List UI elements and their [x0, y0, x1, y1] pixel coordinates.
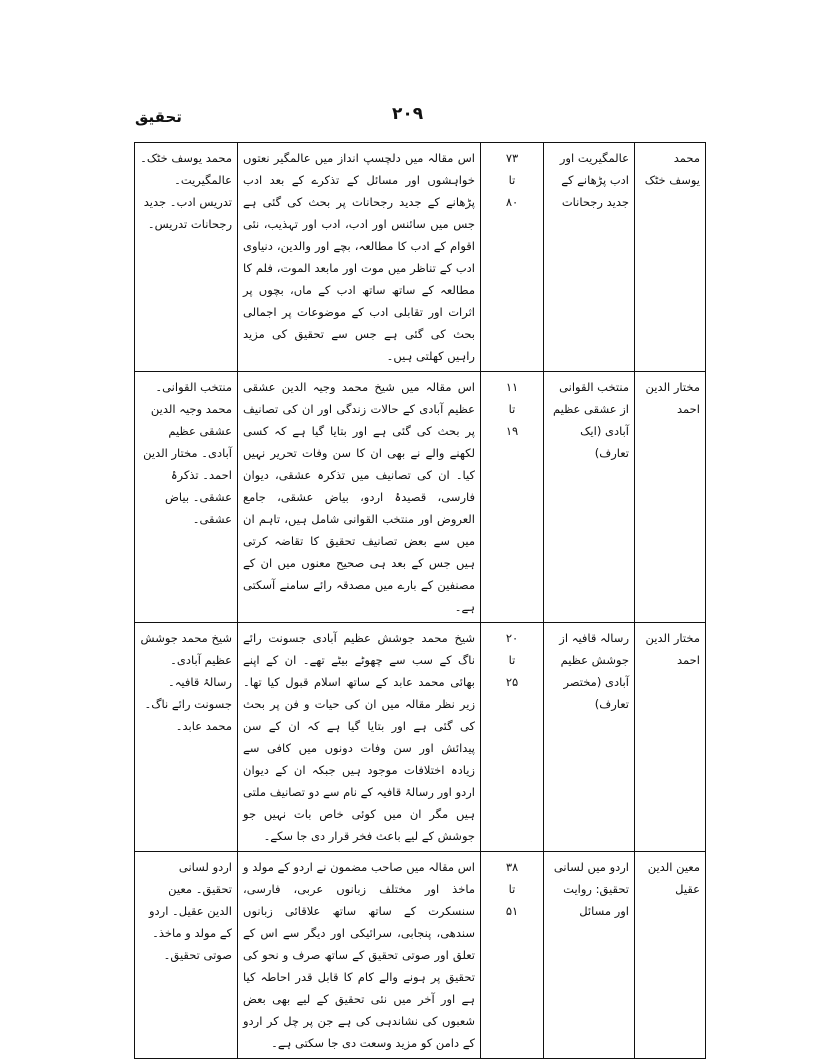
page-to-marker: تا	[508, 173, 516, 187]
page-to: ۵۱	[505, 904, 519, 918]
page-to: ۱۹	[505, 424, 519, 438]
page-from: ۳۸	[505, 860, 519, 874]
index-table	[134, 142, 706, 1059]
keywords-cell: اردو لسانی تحقیق۔ معین الدین عقیل۔ اردو کے مولد و ماخذ۔ صوتی تحقیق۔	[135, 852, 238, 1059]
page-to-marker: تا	[508, 882, 516, 896]
summary-cell: اس مقالہ میں دلچسپ انداز میں عالمگیر نعتوں خواہشوں اور مسائل کے تذکرے کے بعد ادب پڑھانے کے جدید رجحانات پر بحث کی گئی ہے جس میں سائنس اور ادب، ادب اور تہذیب، نئی اقوام کے ادب کا مطالعہ، بچے اور والدین، دنیاوی ادب کے تناظر میں موت اور مابعد الموت، فلم کا مطالعہ کے ساتھ ساتھ ادب کے ماں، بچوں پر اثرات اور تقابلی ادب کے موضوعات پر اجمالی بحث کی گئی ہے جس سے تحقیق کی مزید راہیں کھلتی ہیں۔	[238, 143, 481, 372]
article-title-cell: رسالہ قافیہ از جوشش عظیم آبادی (مختصر تعارف)	[544, 623, 635, 852]
page-range-cell	[481, 852, 544, 1059]
table-row	[135, 852, 706, 1059]
article-title-cell: عالمگیریت اور ادب پڑھانے کے جدید رجحانات	[544, 143, 635, 372]
summary-cell: اس مقالہ میں شیخ محمد وجیہ الدین عشقی عظیم آبادی کے حالات زندگی اور ان کی تصانیف پر بحث کی گئی ہے اور بتایا گیا ہے کہ کسی لکھنے والے نے بھی ان کا سن وفات تحریر نہیں کیا۔ ان کی تصانیف میں تذکرہ عشقی، دیوان فارسی، قصیدۂ اردو، بیاض عشقی، جامع العروض اور منتخب القوانی شامل ہیں، تاہم ان میں سے بعض تصانیف تحقیق کا تقاضہ کرتی ہیں جس کے بعد ہی صحیح معنوں میں ان کے مصنفین کے بارے میں مصدقہ رائے سامنے آسکتی ہے۔	[238, 372, 481, 623]
author-cell: مختار الدین احمد	[635, 623, 706, 852]
page-to-marker: تا	[508, 402, 516, 416]
table-row	[135, 372, 706, 623]
page-range-cell	[481, 372, 544, 623]
page-from: ۲۰	[505, 631, 519, 645]
table-row	[135, 143, 706, 372]
author-cell: محمد یوسف خٹک	[635, 143, 706, 372]
page-to-marker: تا	[508, 653, 516, 667]
keywords-cell: منتخب القوانی۔ محمد وجیہ الدین عشقی عظیم آبادی۔ مختار الدین احمد۔ تذکرۂ عشقی۔ بیاض عشقی۔	[135, 372, 238, 623]
summary-cell: اس مقالہ میں صاحب مضمون نے اردو کے مولد و ماخذ اور مختلف زبانوں عربی، فارسی، سنسکرت کے ساتھ ساتھ علاقائی زبانوں سندھی، پنجابی، سرائیکی اور دیگر سے اس کے تعلق اور صوتی تحقیق کے ساتھ صرف و نحو کی تحقیق پر ہونے والے کام کا قابل قدر احاطہ کیا ہے اور آخر میں نئی تحقیق کے لیے بھی بعض شعبوں کی نشاندہی کی ہے جن پر چل کر اردو کے دامن کو مزید وسعت دی جا سکتی ہے۔	[238, 852, 481, 1059]
page-from: ۱۱	[505, 380, 519, 394]
page-number: ۲۰۹	[392, 104, 424, 124]
table-row	[135, 623, 706, 852]
author-cell: معین الدین عقیل	[635, 852, 706, 1059]
article-title-cell: اردو میں لسانی تحقیق: روایت اور مسائل	[544, 852, 635, 1059]
author-cell: مختار الدین احمد	[635, 372, 706, 623]
page-from: ۷۳	[505, 151, 519, 165]
keywords-cell: شیخ محمد جوشش عظیم آبادی۔ رسالۂ قافیہ۔ جسونت رائے ناگ۔ محمد عابد۔	[135, 623, 238, 852]
running-header-journal: تحقیق	[135, 108, 182, 126]
page-range-cell	[481, 143, 544, 372]
page-to: ۲۵	[505, 675, 519, 689]
article-title-cell: منتخب القوانی از عشقی عظیم آبادی (ایک تعارف)	[544, 372, 635, 623]
page-range-cell	[481, 623, 544, 852]
page-to: ۸۰	[505, 195, 519, 209]
summary-cell: شیخ محمد جوشش عظیم آبادی جسونت رائے ناگ کے سب سے چھوٹے بیٹے تھے۔ ان کے اپنے بھائی محمد عابد کے ساتھ اسلام قبول کیا تھا۔ زیر نظر مقالہ میں ان کی حیات و فن پر بحث کی گئی ہے اور بتایا گیا ہے کہ ان کے سن پیدائش اور سن وفات دونوں میں کافی سے زیادہ اختلافات موجود ہیں جبکہ ان کے دیوان اردو اور رسالۂ قافیہ کے نام سے دو تصانیف ملتی ہیں مگر ان میں کوئی خاص بات نہیں جو جوشش کے لیے باعث فخر قرار دی جا سکے۔	[238, 623, 481, 852]
keywords-cell: محمد یوسف خٹک۔ عالمگیریت۔ تدریس ادب۔ جدید رجحانات تدریس۔	[135, 143, 238, 372]
